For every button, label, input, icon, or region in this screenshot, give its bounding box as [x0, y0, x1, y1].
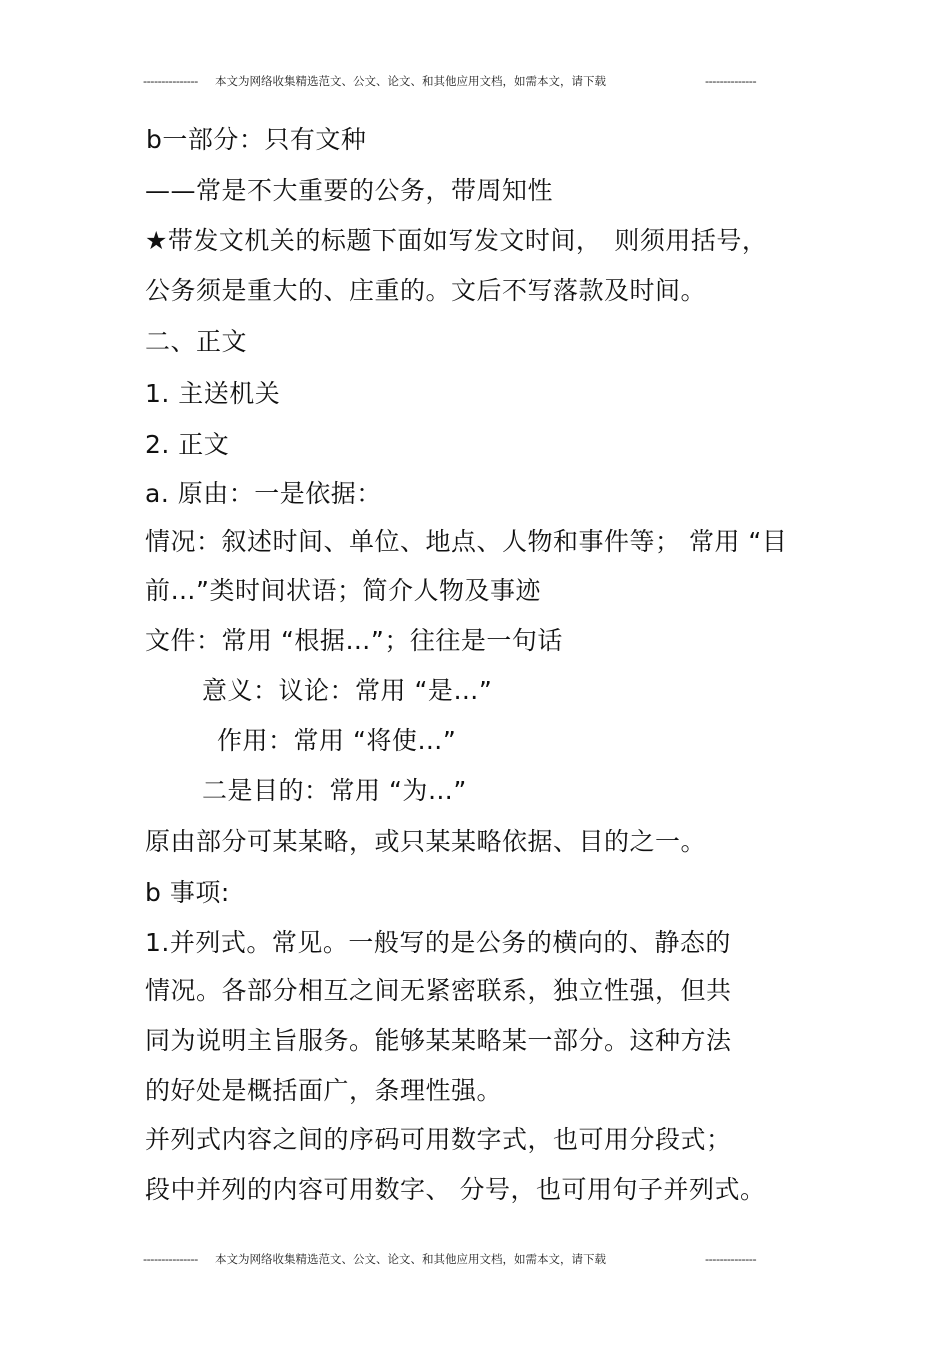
- header-dashes-left: ---------------: [143, 74, 198, 88]
- text-line: 1.并列式。常见。一般写的是公务的横向的、静态的: [145, 928, 731, 957]
- text-line: ★带发文机关的标题下面如写发文时间， 则须用括号，: [145, 226, 768, 255]
- list-item: b 事项:: [145, 878, 230, 907]
- list-item: a. 原由：一是依据：: [145, 479, 382, 508]
- footer-note: 本文为网络收集精选范文、公文、论文、和其他应用文档，如需本文，请下载: [215, 1252, 606, 1266]
- text-line: 情况：叙述时间、单位、地点、人物和事件等； 常用 “目: [145, 527, 788, 556]
- text-line: 公务须是重大的、庄重的。文后不写落款及时间。: [145, 276, 707, 305]
- text-line: 文件：常用 “根据…”；往往是一句话: [145, 626, 563, 655]
- footer-dashes-right: --------------: [705, 1252, 757, 1266]
- page-header: [143, 73, 768, 89]
- text-line: 的好处是概括面广，条理性强。: [145, 1076, 503, 1105]
- page-footer: [143, 1251, 768, 1267]
- text-line: b一部分：只有文种: [146, 125, 367, 154]
- text-line: 并列式内容之间的序码可用数字式，也可用分段式；: [145, 1125, 732, 1154]
- list-item: 1. 主送机关: [145, 379, 281, 408]
- text-line: 作用：常用 “将使…”: [217, 726, 457, 755]
- text-line: 同为说明主旨服务。能够某某略某一部分。这种方法: [145, 1026, 732, 1055]
- text-line: 段中并列的内容可用数字、 分号，也可用句子并列式。: [145, 1175, 766, 1204]
- text-line: 前…”类时间状语；简介人物及事迹: [145, 576, 541, 605]
- text-line: 意义：议论：常用 “是…”: [202, 676, 493, 705]
- header-note: 本文为网络收集精选范文、公文、论文、和其他应用文档，如需本文，请下载: [215, 74, 606, 88]
- section-heading: 二、正文: [145, 327, 248, 356]
- list-item: 2. 正文: [145, 430, 230, 459]
- text-line: 情况。各部分相互之间无紧密联系，独立性强，但共: [145, 976, 732, 1005]
- text-line: 二是目的：常用 “为…”: [202, 776, 467, 805]
- text-line: 原由部分可某某略，或只某某略依据、目的之一。: [145, 827, 707, 856]
- header-dashes-right: --------------: [705, 74, 757, 88]
- footer-dashes-left: ---------------: [143, 1252, 198, 1266]
- text-line: ——常是不大重要的公务，带周知性: [145, 176, 554, 205]
